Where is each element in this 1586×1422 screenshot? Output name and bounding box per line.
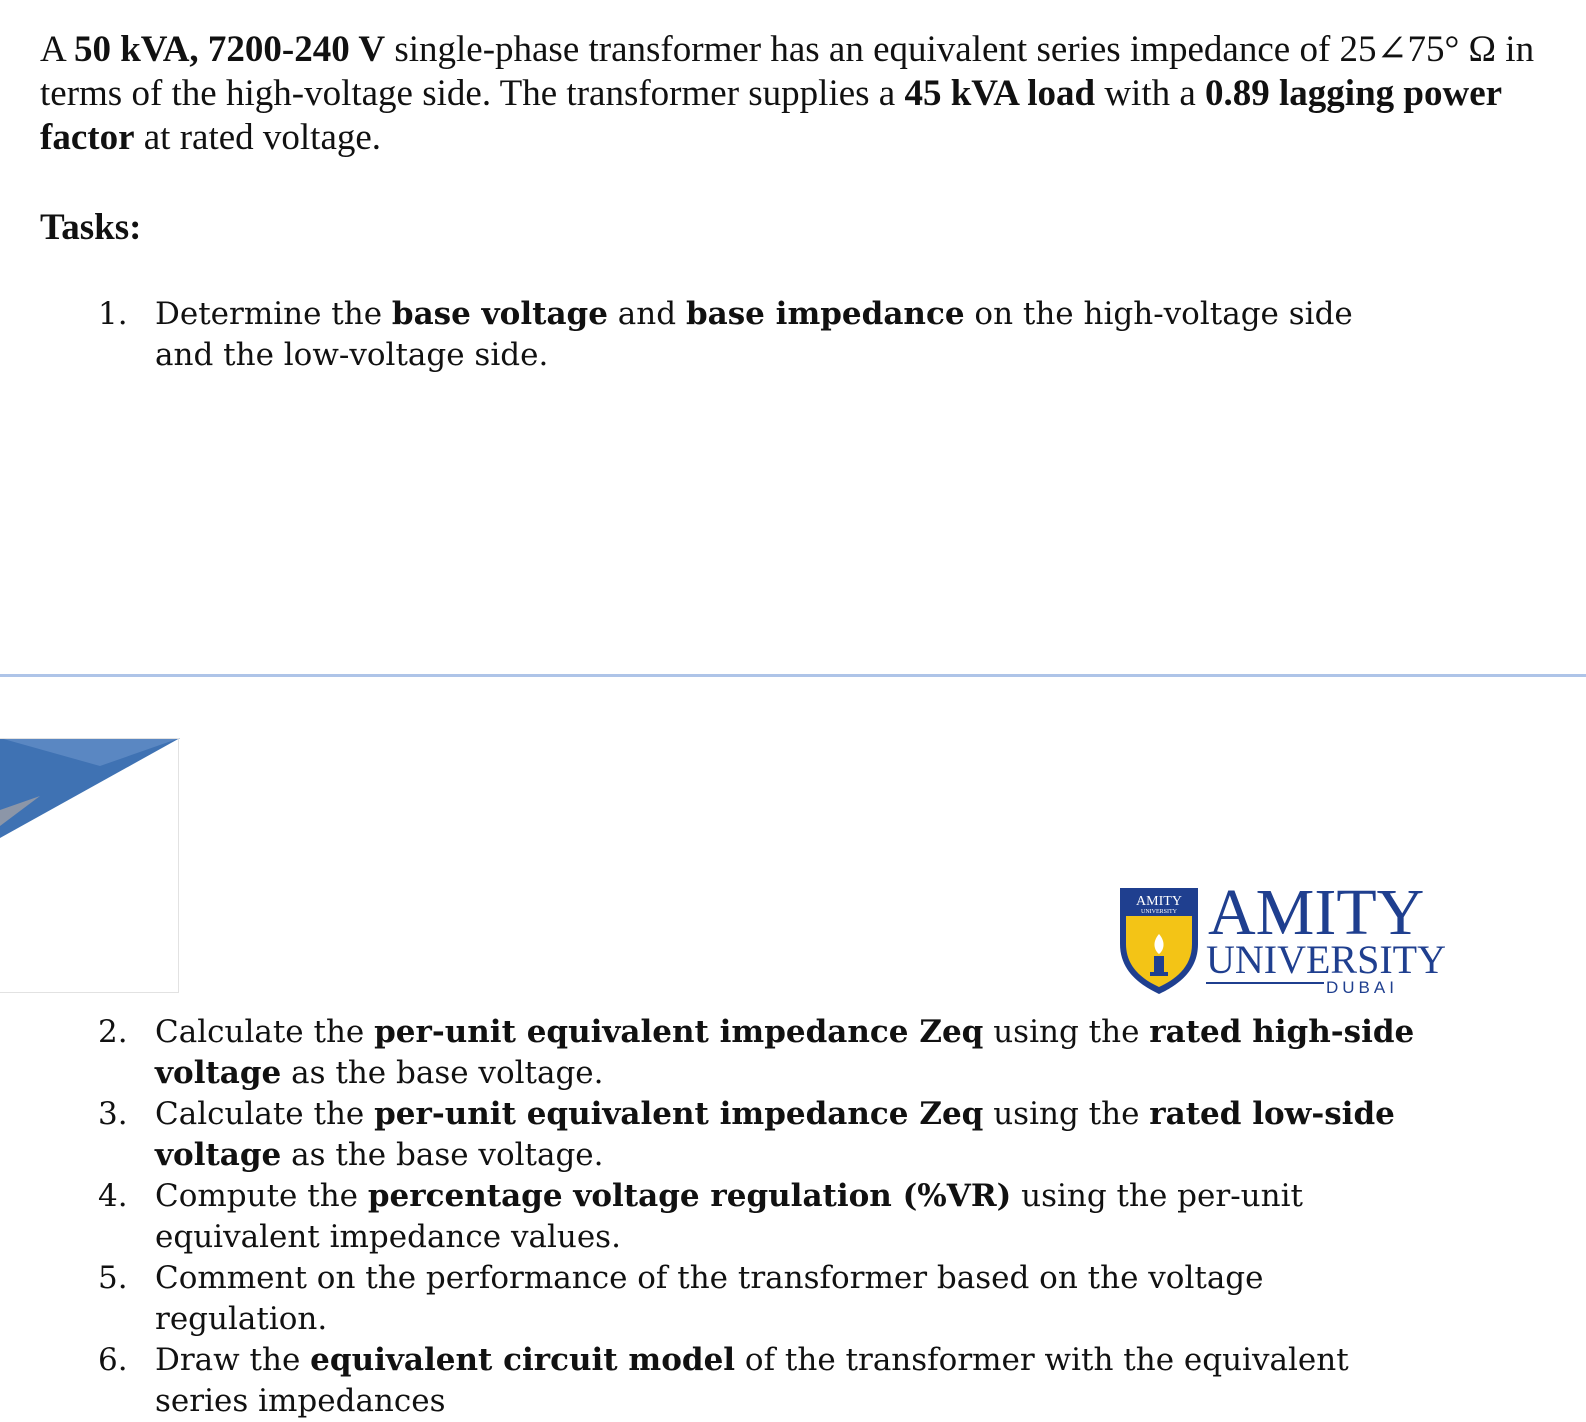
page-break-line [0, 674, 1586, 677]
task-text: Comment on the performance of the transformer based on the voltage regulation. [155, 1260, 1264, 1337]
logo-underline [1206, 982, 1324, 984]
power-factor-emphasis: 0.89 lagging power factor [40, 73, 1502, 158]
task-number: 3. [98, 1096, 128, 1132]
task-emphasis: rated low-side voltage [155, 1096, 1395, 1173]
badge-title: AMITY [1136, 894, 1182, 909]
task-list-page2 [0, 1012, 1415, 1422]
task-item [0, 1258, 1415, 1340]
task-number: 6. [98, 1342, 128, 1378]
logo-city: DUBAI [1326, 978, 1398, 997]
task-text: using the per-unit equivalent impedance values. [155, 1178, 1303, 1255]
task-item [0, 1094, 1415, 1176]
task-list-page1 [0, 294, 1415, 376]
task-number: 1. [98, 296, 128, 332]
cover-panel [0, 738, 179, 993]
load-emphasis: 45 kVA load [904, 73, 1096, 114]
task-emphasis: base voltage [391, 296, 608, 332]
amity-shield-logo [1116, 886, 1202, 996]
task-number: 5. [98, 1260, 128, 1296]
text-span: with a [1095, 73, 1206, 114]
task-text: as the base voltage. [281, 1055, 604, 1091]
badge-subtitle: UNIVERSITY [1141, 909, 1177, 915]
task-item [0, 294, 1415, 376]
task-text: Determine the [155, 296, 392, 332]
rating-emphasis: 50 kVA, 7200-240 V [73, 29, 386, 70]
task-item [0, 1176, 1415, 1258]
task-item [0, 1012, 1415, 1094]
task-emphasis: percentage voltage regulation (%VR) [367, 1178, 1012, 1214]
task-text: Compute the [155, 1178, 368, 1214]
task-text: and [607, 296, 686, 332]
task-text: using the [983, 1096, 1150, 1132]
text-span: single-phase transformer has an equivalent series impedance of 25∠75° Ω in terms of the high-voltage side. The transformer supplies a [40, 29, 1535, 114]
task-emphasis: base impedance [685, 296, 965, 332]
text-span: at rated voltage. [134, 117, 382, 158]
task-text: of the transformer with the equivalent series impedances [155, 1342, 1349, 1419]
tasks-heading: Tasks: [40, 207, 142, 248]
problem-statement [40, 28, 1540, 160]
task-number: 4. [98, 1178, 128, 1214]
task-item [0, 1340, 1415, 1422]
task-emphasis: per-unit equivalent impedance Zeq [374, 1014, 984, 1050]
task-text: on the high-voltage side and the low-voltage side. [155, 296, 1353, 373]
problem-paragraph [40, 28, 1540, 160]
task-emphasis: equivalent circuit model [310, 1342, 736, 1378]
task-emphasis: rated high-side voltage [155, 1014, 1415, 1091]
task-text: Calculate the [155, 1096, 375, 1132]
task-emphasis: per-unit equivalent impedance Zeq [374, 1096, 984, 1132]
logo-wordmark: AMITY [1208, 876, 1425, 949]
logo-subtitle: UNIVERSITY [1206, 937, 1446, 982]
task-text: Calculate the [155, 1014, 375, 1050]
text-span: A [40, 29, 74, 70]
task-text: using the [983, 1014, 1150, 1050]
task-text: as the base voltage. [281, 1137, 604, 1173]
task-number: 2. [98, 1014, 128, 1050]
task-text: Draw the [155, 1342, 311, 1378]
